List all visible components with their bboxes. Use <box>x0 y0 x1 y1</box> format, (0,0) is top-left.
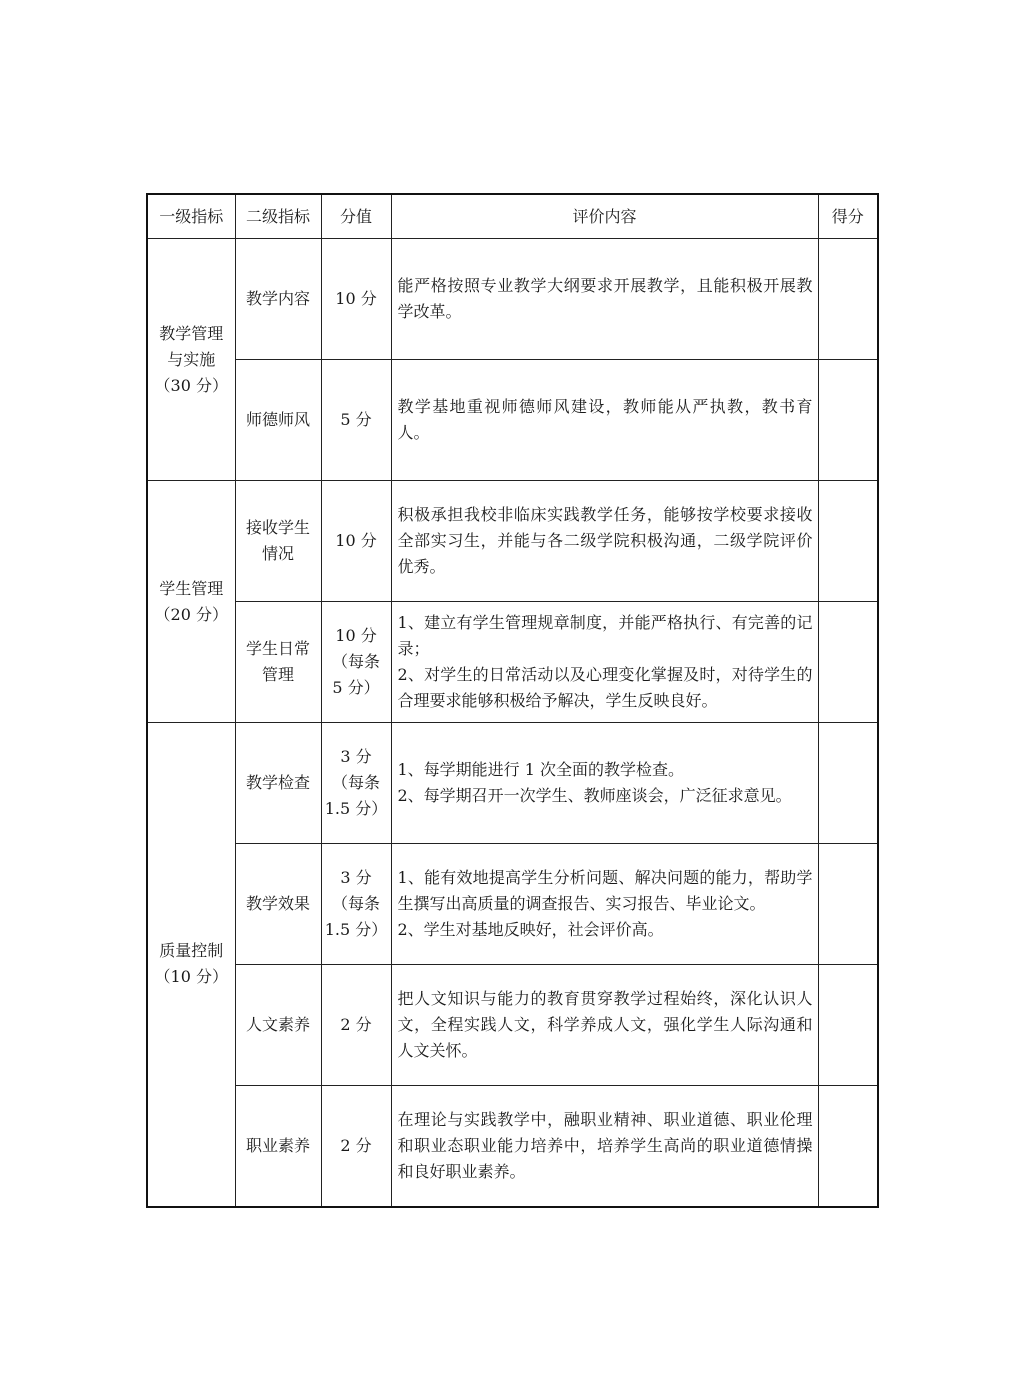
level1-indicator <box>147 723 235 1207</box>
points-line: 10 分 <box>335 531 377 550</box>
level2-indicator <box>235 239 321 360</box>
level1-label-line: 与实施 <box>167 349 216 369</box>
points-line: 2 分 <box>340 1015 372 1034</box>
table-row <box>147 239 878 360</box>
content-paragraph: 把人文知识与能力的教育贯穿教学过程始终，深化认识人文，全程实践人文，科学养成人文，强化学生人际沟通和人文关怀。 <box>397 989 813 1060</box>
level1-label-line: （10 分） <box>154 967 228 987</box>
evaluation-content <box>391 481 818 602</box>
table-row <box>147 844 878 965</box>
evaluation-content <box>391 602 818 723</box>
level2-label-line: 人文素养 <box>245 1015 310 1034</box>
points-value <box>321 239 391 360</box>
content-paragraph: 2、对学生的日常活动以及心理变化掌握及时，对待学生的合理要求能够积极给予解决，学生反映良好。 <box>397 665 813 710</box>
table-row <box>147 602 878 723</box>
points-line: 10 分 <box>335 289 377 308</box>
content-paragraph: 1、建立有学生管理规章制度，并能严格执行、有完善的记录； <box>397 613 813 658</box>
evaluation-table <box>146 193 879 1208</box>
table-row <box>147 723 878 844</box>
points-value <box>321 360 391 481</box>
evaluation-content <box>391 965 818 1086</box>
score-cell[interactable] <box>818 965 878 1086</box>
level1-label-line: 质量控制 <box>159 941 224 961</box>
level2-indicator <box>235 360 321 481</box>
score-cell[interactable] <box>818 602 878 723</box>
evaluation-content <box>391 723 818 844</box>
level2-label-line: 教学检查 <box>245 773 310 792</box>
points-value <box>321 481 391 602</box>
points-line: 10 分 <box>335 626 377 645</box>
points-line: 5 分） <box>332 678 380 697</box>
score-cell[interactable] <box>818 481 878 602</box>
level1-indicator <box>147 481 235 723</box>
score-cell[interactable] <box>818 360 878 481</box>
header-row <box>147 194 878 239</box>
points-line: 5 分 <box>340 410 372 429</box>
evaluation-content <box>391 844 818 965</box>
content-paragraph: 积极承担我校非临床实践教学任务，能够按学校要求接收全部实习生，并能与各二级学院积极沟通，二级学院评价优秀。 <box>397 505 813 576</box>
evaluation-content <box>391 360 818 481</box>
points-value <box>321 1086 391 1207</box>
points-line: 1.5 分） <box>324 920 388 939</box>
points-value <box>321 723 391 844</box>
table-row <box>147 965 878 1086</box>
table-row <box>147 481 878 602</box>
content-paragraph: 1、每学期能进行 1 次全面的教学检查。 <box>397 760 685 779</box>
points-line: （每条 <box>331 652 380 671</box>
table-row <box>147 1086 878 1207</box>
level2-label-line: 教学效果 <box>245 894 310 913</box>
points-value <box>321 965 391 1086</box>
level2-label-line: 学生日常 <box>245 639 310 658</box>
level2-indicator <box>235 965 321 1086</box>
level1-label-line: （20 分） <box>154 604 228 624</box>
level2-label-line: 接收学生 <box>245 518 310 537</box>
content-paragraph: 教学基地重视师德师风建设，教师能从严执教，教书育人。 <box>397 397 813 442</box>
points-line: 3 分 <box>340 747 372 766</box>
table-row <box>147 360 878 481</box>
content-paragraph: 2、学生对基地反映好，社会评价高。 <box>397 920 664 939</box>
evaluation-content <box>391 1086 818 1207</box>
level1-label-line: 教学管理 <box>159 323 224 343</box>
content-paragraph: 在理论与实践教学中，融职业精神、职业道德、职业伦理和职业态职业能力培养中，培养学生高尚的职业道德情操和良好职业素养。 <box>397 1109 813 1181</box>
evaluation-content <box>391 239 818 360</box>
score-cell[interactable] <box>818 844 878 965</box>
header-score: 得分 <box>818 194 878 239</box>
points-line: （每条 <box>331 773 380 792</box>
score-cell[interactable] <box>818 239 878 360</box>
header-level1: 一级指标 <box>147 194 235 239</box>
points-value <box>321 844 391 965</box>
level2-label-line: 师德师风 <box>245 410 310 429</box>
points-line: 3 分 <box>340 868 372 887</box>
header-points: 分值 <box>321 194 391 239</box>
level1-label-line: 学生管理 <box>159 578 224 598</box>
header-level2: 二级指标 <box>235 194 321 239</box>
level2-label-line: 情况 <box>261 544 294 563</box>
score-cell[interactable] <box>818 1086 878 1207</box>
level2-indicator <box>235 844 321 965</box>
level2-indicator <box>235 723 321 844</box>
level2-label-line: 教学内容 <box>245 289 310 308</box>
level1-label-line: （30 分） <box>154 375 228 395</box>
points-line: 1.5 分） <box>324 799 388 818</box>
content-paragraph: 2、每学期召开一次学生、教师座谈会，广泛征求意见。 <box>397 786 792 805</box>
points-line: 2 分 <box>340 1135 372 1155</box>
level2-indicator <box>235 1086 321 1207</box>
content-paragraph: 1、能有效地提高学生分析问题、解决问题的能力，帮助学生撰写出高质量的调查报告、实习报告、毕业论文。 <box>397 868 813 913</box>
level2-label-line: 职业素养 <box>245 1135 310 1155</box>
header-content: 评价内容 <box>391 194 818 239</box>
level2-label-line: 管理 <box>261 665 294 684</box>
points-line: （每条 <box>331 894 380 913</box>
level2-indicator <box>235 481 321 602</box>
level1-indicator <box>147 239 235 481</box>
score-cell[interactable] <box>818 723 878 844</box>
points-value <box>321 602 391 723</box>
level2-indicator <box>235 602 321 723</box>
content-paragraph: 能严格按照专业教学大纲要求开展教学，且能积极开展教学改革。 <box>397 276 813 321</box>
